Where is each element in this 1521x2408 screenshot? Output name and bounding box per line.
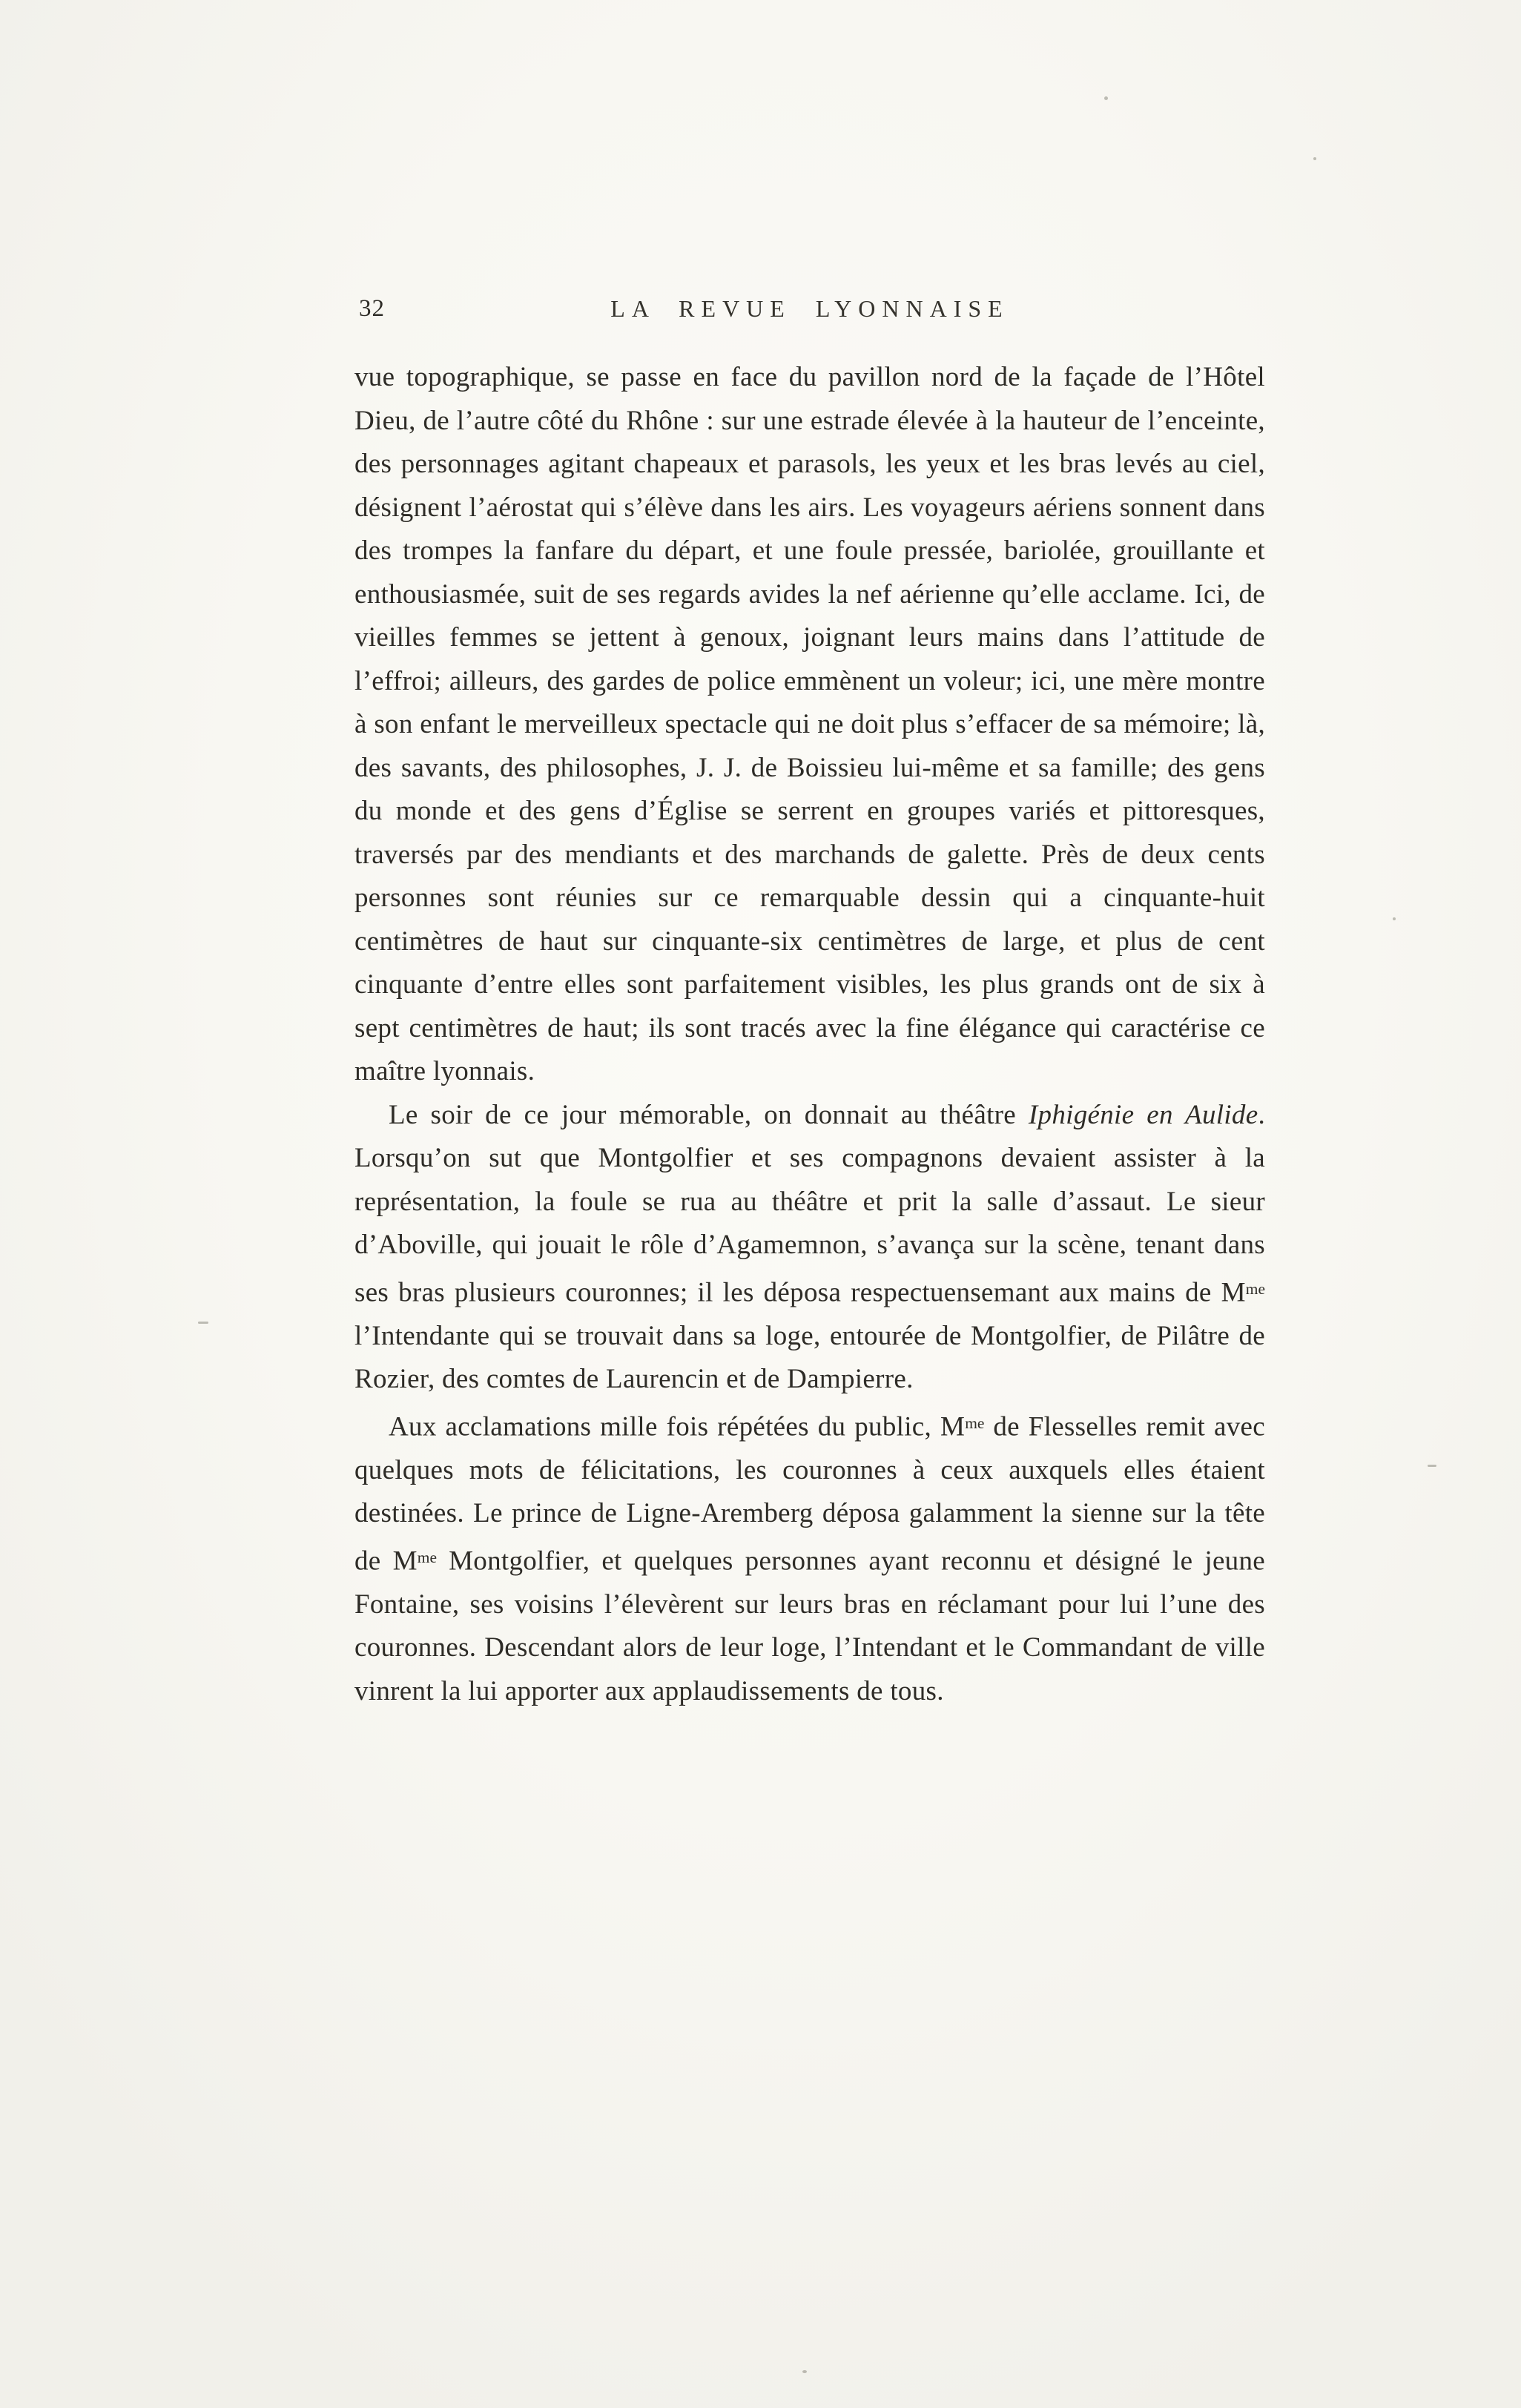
text-segment: . Lorsqu’on sut que Montgolfier et ses compagnons devaient assister à la représentation, la foule se rua au théâtre et prit la salle d’assaut. Le sieur d’Aboville, qui jouait le rôle d’Agamemnon, s’avança sur la scène, tenant dans ses bras plusieurs couronnes; il les déposa respectuensemant aux mains de M: [354, 1099, 1265, 1308]
text-segment: de Flesselles remit avec quelques mots de félicitations, les couronnes à ceux auxquels elles étaient destinées. Le prince de Ligne-Aremberg déposa galamment la sienne sur la tête de M: [354, 1411, 1265, 1577]
superscript-text: me: [1245, 1279, 1265, 1298]
text-segment: Aux acclamations mille fois répétées du public, M: [389, 1411, 966, 1442]
scan-speck: [1313, 157, 1316, 160]
journal-title: LA REVUE LYONNAISE: [610, 295, 1009, 322]
superscript-text: me: [417, 1548, 438, 1566]
paragraph: [354, 1402, 1265, 1714]
scan-speck: [1393, 917, 1396, 920]
text-segment: Montgolfier, et quelques personnes ayant reconnu et désigné le jeune Fontaine, ses voisins l’élevèrent sur leurs bras en réclamant pour lui l’une des couronnes. Descendant alors de leur loge, l’Intendant et le Commandant de ville vinrent la lui apporter aux applaudissements de tous.: [354, 1546, 1265, 1706]
superscript-text: me: [965, 1414, 985, 1432]
body-text: [354, 356, 1265, 1713]
text-segment: Le soir de ce jour mémorable, on donnait au théâtre: [389, 1099, 1029, 1130]
scan-speck: [1428, 1465, 1436, 1467]
italic-text: Iphigénie en Aulide: [1028, 1099, 1258, 1130]
paragraph: [354, 356, 1265, 1094]
running-head: [354, 295, 1265, 329]
text-segment: l’Intendante qui se trouvait dans sa loge, entourée de Montgolfier, de Pilâtre de Rozier, des comtes de Laurencin et de Dampierre.: [354, 1320, 1265, 1395]
scan-speck: [1104, 96, 1108, 100]
paragraph: [354, 1094, 1265, 1402]
scan-speck: [198, 1322, 208, 1324]
page-number: 32: [359, 295, 385, 322]
text-segment: vue topographique, se passe en face du pavillon nord de la façade de l’Hôtel Dieu, de l’autre côté du Rhône : sur une estrade élevée à la hauteur de l’enceinte, des personnages agitant chapeaux et parasols, les yeux et les bras levés au ciel, désignent l’aérostat qui s’élève dans les airs. Les voyageurs aériens sonnent dans des trompes la fanfare du départ, et une foule pressée, bariolée, grouillante et enthousiasmée, suit de ses regards avides la nef aérienne qu’elle acclame. Ici, de vieilles femmes se jettent à genoux, joignant leurs mains dans l’attitude de l’effroi; ailleurs, des gardes de police emmènent un voleur; ici, une mère montre à son enfant le merveilleux spectacle qui ne doit plus s’effacer de sa mémoire; là, des savants, des philosophes, J. J. de Boissieu lui-même et sa famille; des gens du monde et des gens d’Église se serrent en groupes variés et pittoresques, traversés par des mendiants et des marchands de galette. Près de deux cents personnes sont réunies sur ce remarquable dessin qui a cinquante-huit centimètres de haut sur cinquante-six centimètres de large, et plus de cent cinquante d’entre elles sont parfaitement visibles, les plus grands ont de six à sept centimètres de haut; ils sont tracés avec la fine élégance qui caractérise ce maître lyonnais.: [354, 362, 1265, 1086]
text-block: [354, 295, 1265, 1713]
scan-speck: [802, 2370, 807, 2373]
